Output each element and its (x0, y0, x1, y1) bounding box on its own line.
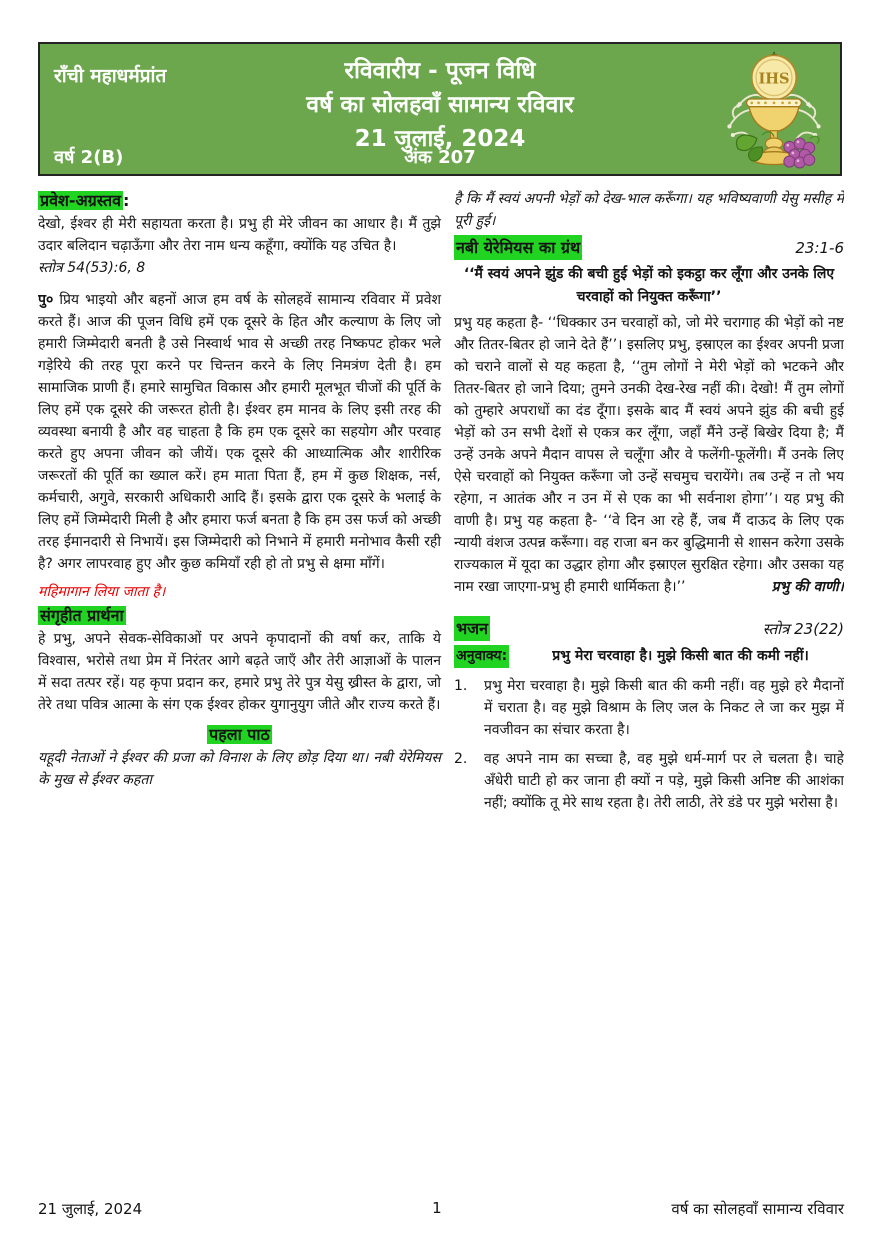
header-year-label: वर्ष 2(B) (54, 147, 124, 168)
reading-ending: प्रभु की वाणी। (771, 579, 844, 595)
verse-text: वह अपने नाम का सच्चा है, वह मुझे धर्म-मार्ग पर ले चलता है। चाहे अँधेरी घाटी हो कर जाना ही क्यों न पड़े, मुझे किसी अनिष्ट की आशंका नहीं; क्योंकि तू मेरे साथ रहता है। तेरी लाठी, तेरे डंडे पर मुझे भरोसा है। (484, 751, 844, 811)
first-reading-heading-line (38, 722, 441, 747)
priest-introduction-text: प्रिय भाइयो और बहनों आज हम वर्ष के सोलहवें सामान्य रविवार में प्रवेश करते हैं। आज की पूजन विधि हमें एक दूसरे के हित और कल्याण के लिए जो हमारी जिम्मेदारी बनती है उसे निस्वार्थ भाव से अच्छी तरह निष्कपट होकर भले गड़ेरिये की तरह पूरा करने पर चिन्तन करने के लिए निमत्रंण देती है। हम सामाजिक प्राणी हैं। हमारे सामुचित विकास और हमारी मूलभूत चीजों की पूर्ति के लिए हमें एक दूसरे की जरूरत होती है। ईश्वर हम मानव के लिए इसी तरह की व्यवस्था बनायी है और वह चाहता है कि हम एक दूसरे का सहयोग और परवाह करते हुए अपना जीवन को जीयें। एक दूसरे की आध्यात्मिक और शारीरिक जरूरतों की पूर्ति का ख्याल करें। हम माता पिता हैं, हम में कुछ शिक्षक, नर्स, कर्मचारी, अगुवे, सरकारी अधिकारी आदि हैं। इसके द्वारा एक दूसरे के भलाई के लिए हमें जिम्मेदारी मिली है और हमारा फर्ज बनता है कि हम उस फर्ज को अच्छी तरह ईमानदारी से निभायें। इस जिम्मेदारी को निभाने में हमारी मनोभाव कैसी रही है? अगर लापरवाह हुए और कुछ कमियाँ रही हो तो प्रभु से क्षमा माँगें। (38, 292, 441, 572)
reading-intro-italic: यहूदी नेताओं ने ईश्वर की प्रजा को विनाश के लिए छोड़ दिया था। नबी येरेमियस के मुख से ईश्वर कहता (38, 750, 441, 788)
entrance-heading-colon: : (123, 191, 130, 210)
left-column (38, 188, 441, 1174)
ihs-monogram: IHS (758, 70, 790, 88)
header-subtitle: वर्ष का सोलहवाँ सामान्य रविवार (306, 92, 574, 118)
page-footer (38, 1199, 844, 1219)
psalm-verse (454, 748, 844, 814)
chalice-host-icon (714, 47, 834, 175)
verse-text: प्रभु मेरा चरवाहा है। मुझे किसी बात की कमी नहीं। वह मुझे हरे मैदानों में चराता है। वह मुझे विश्राम के लिए जल के निकट ले जा कर मुझ में नवजीवन का संचार करता है। (484, 678, 844, 738)
footer-title: वर्ष का सोलहवाँ सामान्य रविवार (671, 1200, 844, 1218)
reading-source-line (454, 235, 844, 261)
diocese-name: राँची महाधर्मप्रांत (54, 65, 167, 87)
verse-number: 2. (454, 751, 468, 767)
antiphon-block (454, 645, 844, 668)
chalice-emblem (714, 47, 834, 175)
header-issue-label: अंक 207 (404, 147, 476, 168)
reading-reference: 23:1-6 (795, 239, 844, 257)
entrance-antiphon-heading: प्रवेश-अग्रस्तव (40, 191, 122, 210)
footer-date: 21 जुलाई, 2024 (38, 1200, 143, 1218)
entrance-heading-line (38, 188, 441, 213)
reading-source-heading: नबी येरेमियस का ग्रंथ (454, 235, 582, 260)
antiphon-text: प्रभु मेरा चरवाहा है। मुझे किसी बात की कमी नहीं। (552, 648, 809, 664)
header-title: रविवारीय - पूजन विधि (344, 58, 536, 84)
psalm-verse (454, 675, 844, 741)
header-band (38, 42, 842, 176)
right-column (454, 188, 844, 1174)
collect-heading: संगृहीत प्रार्थना (40, 606, 124, 625)
psalm-reference: स्तोत्र 23(22) (762, 620, 844, 638)
gloria-rubric: महिमागान लिया जाता है। (38, 584, 166, 600)
verse-number: 1. (454, 678, 468, 694)
header-date: 21 जुलाई, 2024 (354, 126, 526, 152)
entrance-antiphon-text: देखो, ईश्वर ही मेरी सहायता करता है। प्रभु ही मेरे जीवन का आधार है। मैं तुझे उदार बलिदान चढ़ाऊँगा और तेरा नाम धन्य कहूँगा, क्योंकि यह उचित है। (38, 216, 441, 254)
antiphon-label: अनुवाक्य: (454, 645, 509, 668)
reading-summary-quote: ‘‘मैं स्वयं अपने झुंड की बची हुई भेड़ों को इकट्ठा कर लूँगा और उनके लिए चरवाहों को नियुक्त करूँगा’’ (463, 266, 835, 305)
psalm-heading: भजन (454, 616, 490, 641)
psalm-heading-line (454, 616, 844, 642)
collect-heading-line (38, 603, 441, 628)
entrance-reference: स्तोत्र 54(53):6, 8 (38, 260, 146, 276)
document-body (38, 188, 844, 1174)
reading-intro-continuation: है कि मैं स्वयं अपनी भेड़ों को देख-भाल करूँगा। यह भविष्यवाणी येसु मसीह में पूरी हुई। (454, 191, 844, 229)
priest-abbreviation: पु० (38, 292, 54, 308)
reading-body (454, 312, 844, 598)
footer-page-number: 1 (432, 1199, 442, 1217)
collect-text: हे प्रभु, अपने सेवक-सेविकाओं पर अपने कृपादानों की वर्षा कर, ताकि ये विश्वास, भरोसे तथा प्रेम में निरंतर आगे बढ़ते जाएँ और तेरी आज्ञाओं के पालन में सदा तत्पर रहें। यह कृपा प्रदान कर, हमारे प्रभु तेरे पुत्र येसु ख्रीस्त के द्वारा, जो तेरे तथा पवित्र आत्मा के संग एक ईश्वर होकर युगानुयुग जीते और राज्य करते हैं। (38, 631, 441, 713)
first-reading-heading: पहला पाठ (209, 725, 270, 744)
reading-body-text: प्रभु यह कहता है- ‘‘धिक्कार उन चरवाहों को, जो मेरे चरागाह की भेड़ों को नष्ट और तितर-बितर हो जाने देते हैं’’। इसलिए प्रभु, इस्राएल का ईश्वर अपनी प्रजा को चराने वालों से यह कहता है, ‘‘तुम लोगों ने मेरी भेड़ों को भटकने और तितर-बितर हो जाने दिया; तुमने उनकी देख-रेख नहीं की। देखो! मैं तुम लोगों को तुम्हारे अपराधों का दंड दूँगा। इसके बाद मैं स्वयं अपने झुंड की बची हुई भेड़ों को उन सभी देशों से एकत्र कर लूँगा, जहाँ मैंने उन्हें बिखेर दिया है; मैं उन्हें उनके अपने मैदान वापस ले चलूँगा और वे फलेंगी-फूलेंगी। मैं उनके लिए ऐसे चरवाहों को नियुक्त करूँगा जो उन्हें सचमुच चरायेंगे। तब उन्हें न तो भय रहेगा, न आतंक और न उन में से एक का भी सर्वनाश होगा’’। यह प्रभु की वाणी है। प्रभु यह कहता है- ‘‘वे दिन आ रहे हैं, जब मैं दाऊद के लिए एक न्यायी वंशज उत्पन्न करूँगा। वह राजा बन कर बुद्धिमानी से शासन करेगा उसके राज्यकाल में यूदा का उद्धार होगा और इस्राएल सुरक्षित रहेगा। और उसका यह नाम रखा जाएगा-प्रभु ही हमारी धार्मिकता है।’’ (454, 315, 844, 595)
priest-introduction (38, 289, 441, 575)
